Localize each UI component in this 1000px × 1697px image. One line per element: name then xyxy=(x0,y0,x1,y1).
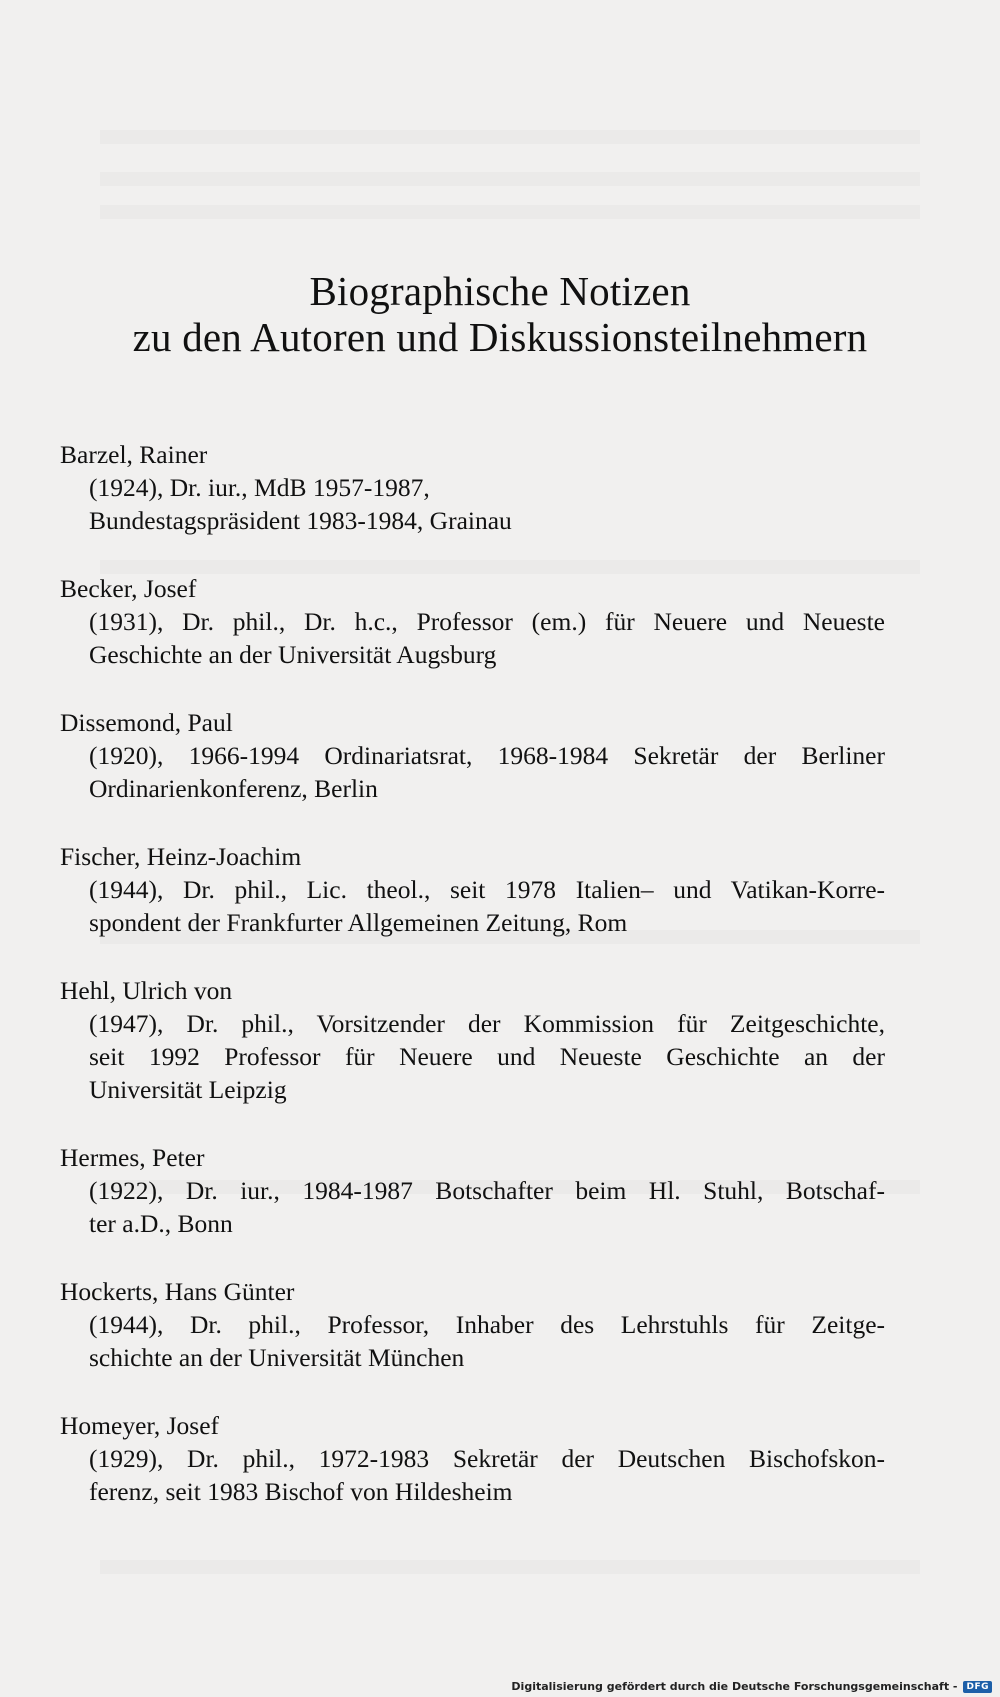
biography-entry xyxy=(60,1141,885,1240)
biography-list xyxy=(60,438,885,1508)
entry-line: Geschichte an der Universität Augsburg xyxy=(89,640,497,669)
entry-description xyxy=(89,873,885,939)
digitization-credit xyxy=(511,1680,992,1693)
footer-text: Digitalisierung gefördert durch die Deutsche Forschungsgemeinschaft - xyxy=(511,1680,958,1693)
biography-entry xyxy=(60,572,885,671)
entry-description xyxy=(89,471,885,537)
entry-line: Bundestagspräsident 1983-1984, Grainau xyxy=(89,506,512,535)
entry-name: Dissemond, Paul xyxy=(60,708,233,737)
entry-line: (1922), Dr. iur., 1984-1987 Botschafter beim Hl. Stuhl, Botschaf- xyxy=(89,1176,885,1205)
entry-line: (1920), 1966-1994 Ordinariatsrat, 1968-1984 Sekretär der Berliner xyxy=(89,741,885,770)
entry-line: (1924), Dr. iur., MdB 1957-1987, xyxy=(89,473,430,502)
title-line-1: Biographische Notizen xyxy=(309,268,691,314)
entry-description xyxy=(89,605,885,671)
entry-line: seit 1992 Professor für Neuere und Neueste Geschichte an der xyxy=(89,1042,885,1071)
dfg-logo-icon[interactable]: DFG xyxy=(963,1681,992,1693)
entry-name: Fischer, Heinz-Joachim xyxy=(60,842,302,871)
entry-line: (1944), Dr. phil., Lic. theol., seit 1978 Italien– und Vatikan-Korre- xyxy=(89,875,885,904)
entry-name: Hermes, Peter xyxy=(60,1143,205,1172)
entry-name: Becker, Josef xyxy=(60,574,197,603)
entry-line: spondent der Frankfurter Allgemeinen Zeitung, Rom xyxy=(89,908,628,937)
entry-line: ferenz, seit 1983 Bischof von Hildesheim xyxy=(89,1477,513,1506)
entry-description xyxy=(89,1174,885,1240)
entry-line: (1929), Dr. phil., 1972-1983 Sekretär der Deutschen Bischofskon- xyxy=(89,1444,885,1473)
entry-line: (1931), Dr. phil., Dr. h.c., Professor (em.) für Neuere und Neueste xyxy=(89,607,885,636)
biography-entry xyxy=(60,1409,885,1508)
entry-name: Homeyer, Josef xyxy=(60,1411,220,1440)
entry-description xyxy=(89,1308,885,1374)
biography-entry xyxy=(60,840,885,939)
title-line-2: zu den Autoren und Diskussionsteilnehmern xyxy=(132,314,868,360)
entry-name: Hockerts, Hans Günter xyxy=(60,1277,295,1306)
entry-line: Universität Leipzig xyxy=(89,1075,287,1104)
entry-name: Hehl, Ulrich von xyxy=(60,976,233,1005)
biography-entry xyxy=(60,974,885,1106)
entry-line: (1944), Dr. phil., Professor, Inhaber des Lehrstuhls für Zeitge- xyxy=(89,1310,885,1339)
entry-line: schichte an der Universität München xyxy=(89,1343,465,1372)
bleed-through xyxy=(100,130,920,144)
bleed-through xyxy=(100,1560,920,1574)
bleed-through xyxy=(100,172,920,186)
page-title xyxy=(0,268,1000,360)
entry-description xyxy=(89,1007,885,1106)
entry-description xyxy=(89,1442,885,1508)
entry-line: (1947), Dr. phil., Vorsitzender der Kommission für Zeitgeschichte, xyxy=(89,1009,885,1038)
entry-line: Ordinarienkonferenz, Berlin xyxy=(89,774,378,803)
entry-description xyxy=(89,739,885,805)
biography-entry xyxy=(60,1275,885,1374)
entry-line: ter a.D., Bonn xyxy=(89,1209,233,1238)
bleed-through xyxy=(100,205,920,219)
entry-name: Barzel, Rainer xyxy=(60,440,208,469)
biography-entry xyxy=(60,438,885,537)
biography-entry xyxy=(60,706,885,805)
